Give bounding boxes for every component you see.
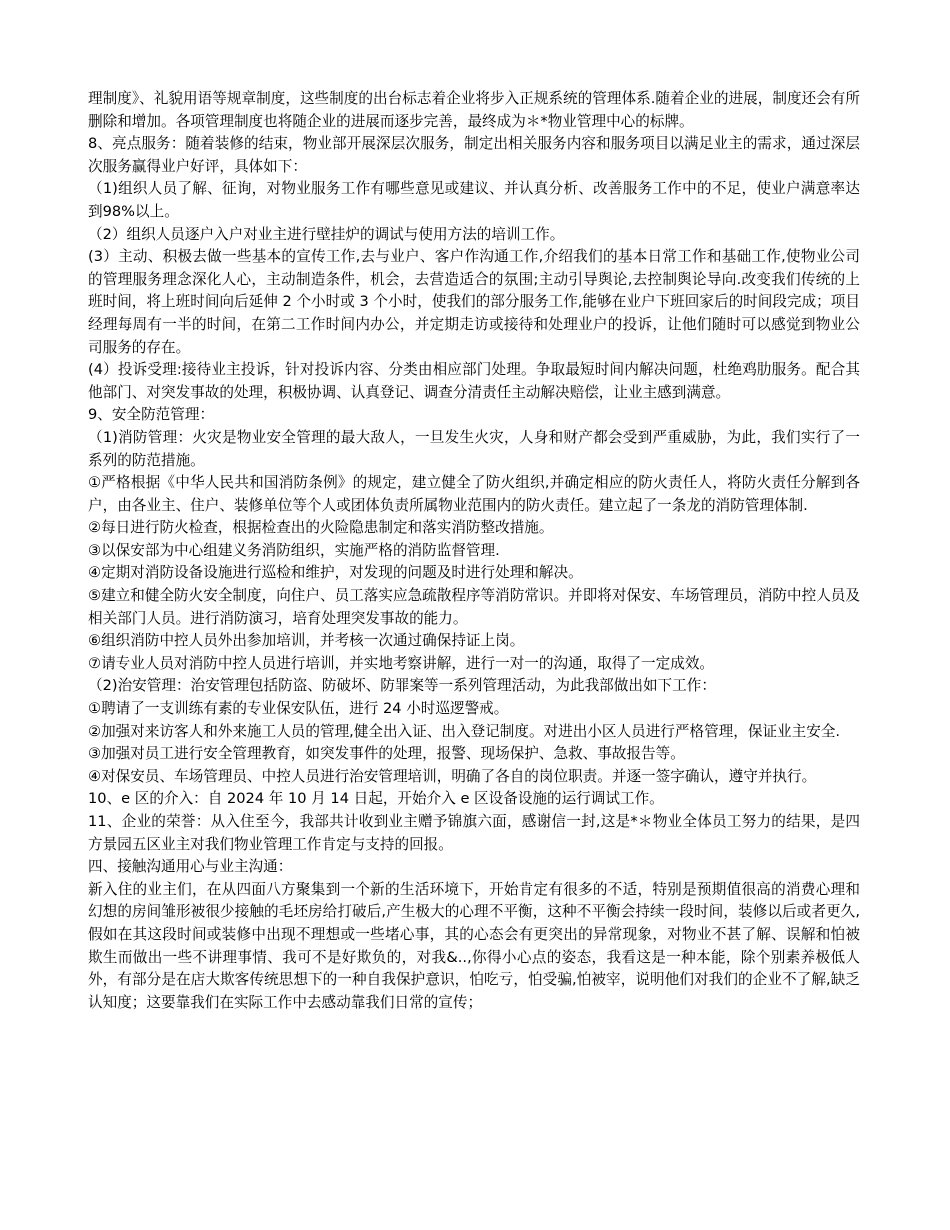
paragraph-8-item-1: （1)组织人员了解、征询，对物业服务工作有哪些意见或建议、并认真分析、改善服务工作中的不足，使业户满意率达到98%以上。 (88, 180, 860, 220)
paragraph-fire-item-6: ⑥组织消防中控人员外出参加培训，并考核一次通过确保持证上岗。 (88, 632, 525, 650)
paragraph-9-security-management: （2)治安管理：治安管理包括防盗、防破坏、防罪案等一系列管理活动，为此我部做出如下工作： (88, 677, 716, 695)
paragraph-security-item-4: ④对保安员、车场管理员、中控人员进行治安管理培训，明确了各自的岗位职责。并逐一签字确认，遵守并执行。 (88, 767, 817, 785)
paragraph-8-item-3: (3）主动、积极去做一些基本的宣传工作,去与业户、客户作沟通工作,介绍我们的基本日常工作和基础工作,使物业公司的管理服务理念深化人心，主动制造条件，机会，去营造适合的氛围;主动引导舆论,去控制舆论导向.改变我们传统的上班时间，将上班时间向后延伸 2 个小时或 3 个小时，使我们的部分服务工作,能够在业户下班回家后的时间段完成；项目经理每周有一半的时间，在第二工作时间内办公，并定期走访或接待和处理业户的投诉，让他们随时可以感觉到物业公司服务的存在。 (88, 248, 860, 356)
paragraph-fire-item-3: ③以保安部为中心组建义务消防组织，实施严格的消防监督管理. (88, 541, 500, 559)
paragraph-section-9-heading: 9、安全防范管理： (88, 406, 215, 424)
paragraph-fire-item-5: ⑤建立和健全防火安全制度，向住户、员工落实应急疏散程序等消防常识。并即将对保安、车场管理员，消防中控人员及相关部门人员。进行消防演习，培育处理突发事故的能力。 (88, 587, 860, 627)
paragraph-security-item-2: ②加强对来访客人和外来施工人员的管理,健全出入证、出入登记制度。对进出小区人员进行严格管理，保证业主安全. (88, 722, 841, 740)
paragraph-fire-item-7: ⑦请专业人员对消防中控人员进行培训，并实地考察讲解，进行一对一的沟通，取得了一定成效。 (88, 654, 715, 672)
paragraph-section-4-heading: 四、接触沟通用心与业主沟通： (88, 858, 293, 876)
paragraph-section-10: 10、e 区的介入：自 2024 年 10 月 14 日起，开始介入 e 区设备设施的运行调试工作。 (88, 790, 664, 808)
paragraph-security-item-3: ③加强对员工进行安全管理教育，如突发事件的处理，报警、现场保护、急救、事故报告等。 (88, 745, 685, 763)
paragraph-9-fire-management: （1)消防管理：火灾是物业安全管理的最大敌人，一旦发生火灾，人身和财产都会受到严重威胁，为此，我们实行了一系列的防范措施。 (88, 428, 860, 469)
paragraph-8-item-2: （2）组织人员逐户入户对业主进行壁挂炉的调试与使用方法的培训工作。 (88, 225, 565, 243)
paragraph-fire-item-1: ①严格根据《中华人民共和国消防条例》的规定，建立健全了防火组织,并确定相应的防火责任人，将防火责任分解到各户，由各业主、住户、装修单位等个人或团体负责所属物业范围内的防火责任。建立起了一条龙的消防管理体制. (88, 474, 860, 514)
paragraph-security-item-1: ①聘请了一支训练有素的专业保安队伍，进行 24 小时巡逻警戒。 (88, 700, 509, 718)
paragraph-fire-item-4: ④定期对消防设备设施进行巡检和维护，对发现的问题及时进行处理和解决。 (88, 564, 583, 582)
paragraph-section-4-body: 新入住的业主们，在从四面八方聚集到一个新的生活环境下，开始肯定有很多的不适，特别是预期值很高的消费心理和幻想的房间雏形被很少接触的毛坯房给打破后,产生极大的心理不平衡，这种不平衡会持续一段时间，装修以后或者更久,假如在其这段时间或装修中出现不理想或一些堵心事，其的心态会有更突出的异常现象，对物业不甚了解、误解和怕被欺生而做出一些不讲理事情、我可不是好欺负的，对我&..,你得小心点的姿态，我看这是一种本能，除个别素养极低人外，有部分是在店大欺客传统思想下的一种自我保护意识，怕吃亏，怕受骗,怕被宰，说明他们对我们的企业不了解,缺乏认知度；这要靠我们在实际工作中去感动靠我们日常的宣传； (88, 880, 860, 1011)
paragraph-section-11: 11、企业的荣誉：从入住至今，我部共计收到业主赠予锦旗六面，感谢信一封,这是*＊物业全体员工努力的结果，是四方景园五区业主对我们物业管理工作肯定与支持的回报。 (88, 813, 860, 853)
paragraph-8-item-4: (4）投诉受理:接待业主投诉，针对投诉内容、分类由相应部门处理。争取最短时间内解决问题，杜绝鸡肋服务。配合其他部门、对突发事故的处理，积极协调、认真登记、调查分清责任主动解决赔偿，让业主感到满意。 (88, 361, 860, 401)
paragraph-section-8-highlight-service: 8、亮点服务：随着装修的结束，物业部开展深层次服务，制定出相关服务内容和服务项目以满足业主的需求，通过深层次服务赢得业户好评，具体如下： (88, 135, 860, 175)
paragraph-rules-intro: 理制度》、礼貌用语等规章制度，这些制度的出台标志着企业将步入正规系统的管理体系.随着企业的进展，制度还会有所删除和增加。各项管理制度也将随企业的进展而逐步完善，最终成为＊*物业管理中心的标牌。 (88, 90, 860, 130)
document-page (88, 88, 860, 1014)
paragraph-fire-item-2: ②每日进行防火检查，根据检查出的火险隐患制定和落实消防整改措施。 (88, 519, 554, 537)
